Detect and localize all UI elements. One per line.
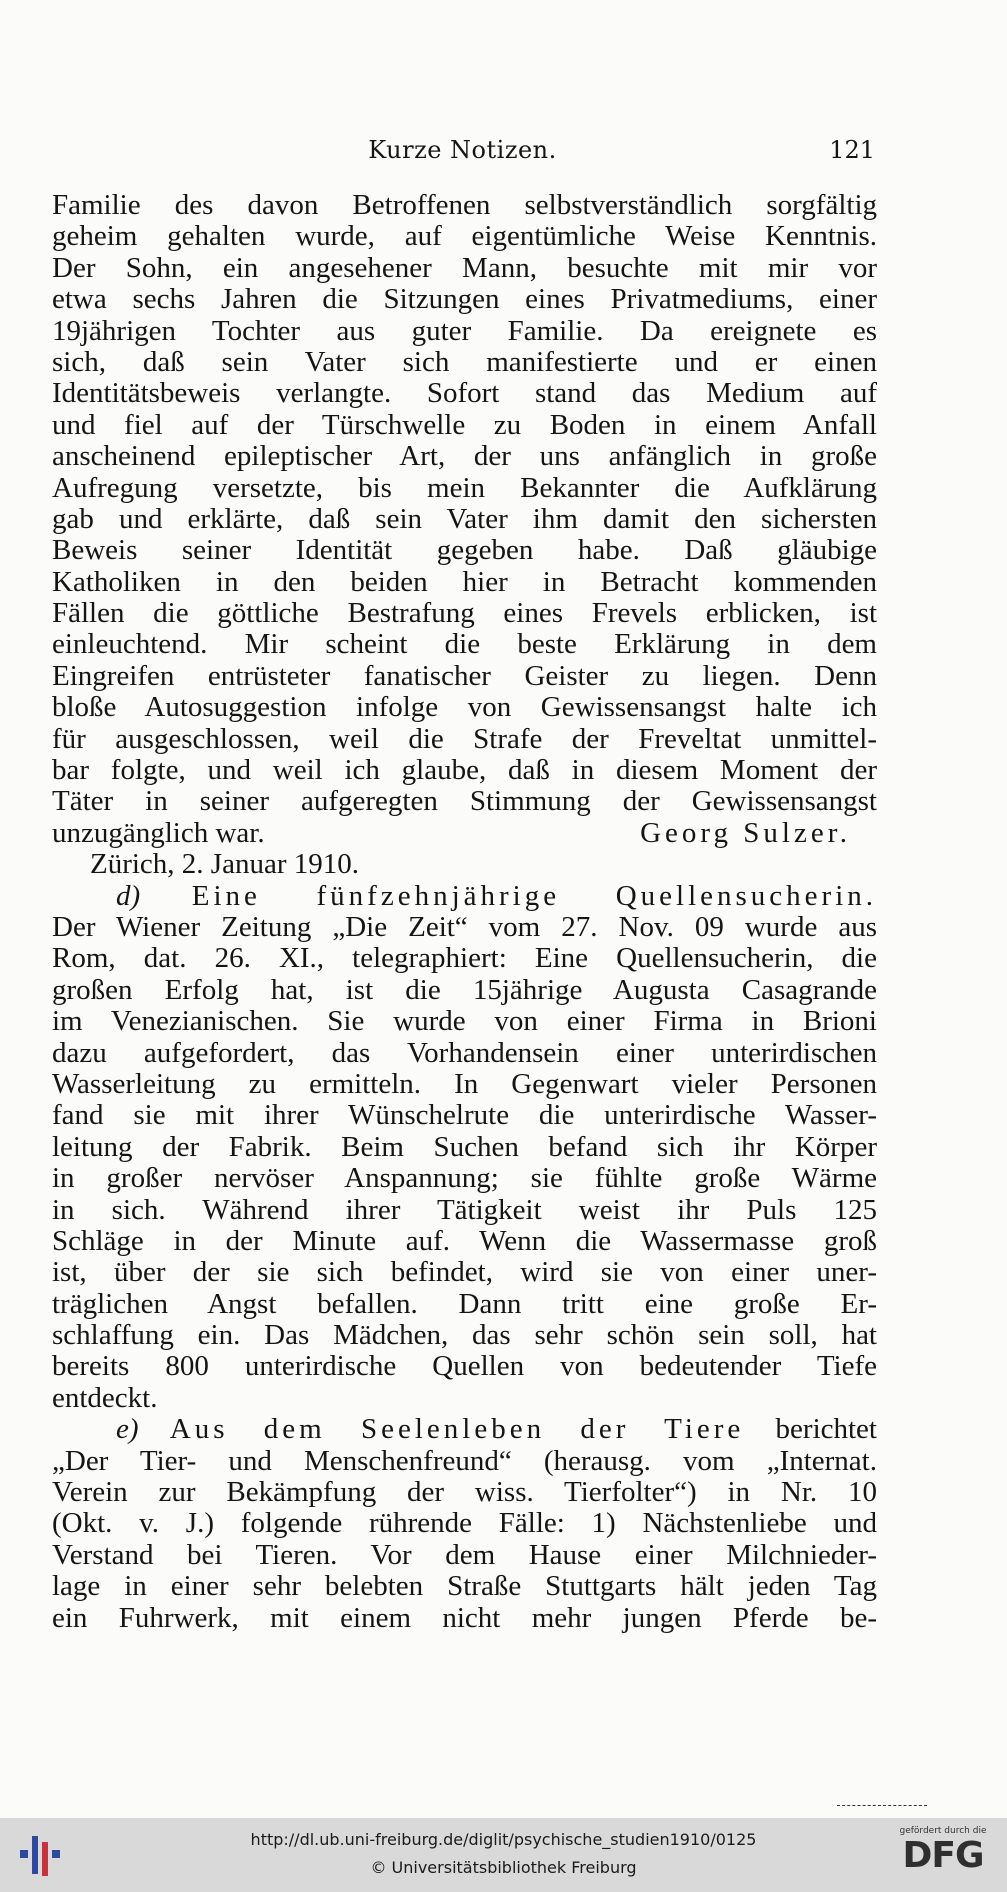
section-heading-line: [52, 881, 877, 912]
body-text: [52, 190, 877, 1634]
text-line: „Der Tier- und Menschenfreund“ (herausg. vom „Internat.: [52, 1444, 877, 1477]
text-line: Fällen die göttliche Bestrafung eines Frevels erblicken, ist: [52, 597, 877, 630]
dfg-logo: DFG: [902, 1835, 984, 1876]
funder-note: gefördert durch die: [899, 1826, 987, 1836]
text-line: lage in einer sehr belebten Straße Stuttgarts hält jeden Tag: [52, 1570, 877, 1603]
text-line: einleuchtend. Mir scheint die beste Erklärung in dem: [52, 628, 877, 661]
text-line: träglichen Angst befallen. Dann tritt eine große Er-: [52, 1287, 877, 1320]
text-line: in großer nervöser Anspannung; sie fühlte große Wärme: [52, 1162, 877, 1195]
text-line-rest: berichtet: [775, 1413, 877, 1446]
text-line: ein Fuhrwerk, mit einem nicht mehr jungen Pferde be-: [52, 1601, 877, 1634]
text-line: Verstand bei Tieren. Vor dem Hause einer Milchnieder-: [52, 1538, 877, 1571]
text-line: Eingreifen entrüsteter fanatischer Geister zu liegen. Denn: [52, 659, 877, 692]
footer-rule: [837, 1805, 927, 1806]
text-line: dazu aufgefordert, das Vorhandensein einer unterirdischen: [52, 1036, 877, 1069]
text-line: entdeckt.: [52, 1381, 158, 1414]
text-line: Täter in seiner aufgeregten Stimmung der Gewissensangst: [52, 785, 877, 818]
text-line: Der Wiener Zeitung „Die Zeit“ vom 27. Nov. 09 wurde aus: [52, 910, 877, 943]
author-signature: Georg Sulzer.: [640, 816, 851, 849]
text-line: schlaffung ein. Das Mädchen, das sehr schön sein soll, hat: [52, 1319, 877, 1352]
text-line: Rom, dat. 26. XI., telegraphiert: Eine Quellensucherin, die: [52, 942, 877, 975]
text-line: Katholiken in den beiden hier in Betracht kommenden: [52, 565, 877, 598]
running-head: Kurze Notizen.: [368, 136, 557, 164]
text-line: fand sie mit ihrer Wünschelrute die unterirdische Wasser-: [52, 1099, 877, 1132]
text-line: bar folgte, und weil ich glaube, daß in diesem Moment der: [52, 754, 877, 787]
section-heading-line: [52, 1414, 877, 1445]
text-line: für ausgeschlossen, weil die Strafe der Freveltat unmittel-: [52, 722, 877, 755]
text-line: in sich. Während ihrer Tätigkeit weist ihr Puls 125: [52, 1193, 877, 1226]
text-line: sich, daß sein Vater sich manifestierte und er einen: [52, 345, 877, 378]
signature-line: [52, 818, 877, 849]
page-header: [50, 136, 875, 170]
text-line: Wasserleitung zu ermitteln. In Gegenwart vieler Personen: [52, 1067, 877, 1100]
text-line: im Venezianischen. Sie wurde von einer Firma in Brioni: [52, 1005, 877, 1038]
text-line: geheim gehalten wurde, auf eigentümliche Weise Kenntnis.: [52, 220, 877, 253]
text-line: Der Sohn, ein angesehener Mann, besuchte mit mir vor: [52, 251, 877, 284]
text-line: Identitätsbeweis verlangte. Sofort stand das Medium auf: [52, 377, 877, 410]
text-line: Beweis seiner Identität gegeben habe. Daß gläubige: [52, 534, 877, 567]
text-line: Schläge in der Minute auf. Wenn die Wassermasse groß: [52, 1224, 877, 1257]
viewer-footer-bar: [0, 1818, 1007, 1892]
text-line: Aufregung versetzte, bis mein Bekannter die Aufklärung: [52, 471, 877, 504]
copyright-notice: © Universitätsbibliothek Freiburg: [370, 1858, 637, 1877]
section-mark: d): [116, 879, 141, 912]
funder-badge[interactable]: [893, 1826, 993, 1876]
text-line: Verein zur Bekämpfung der wiss. Tierfolter“) in Nr. 10: [52, 1476, 877, 1509]
text-line-end: unzugänglich war.: [52, 816, 265, 849]
text-line: leitung der Fabrik. Beim Suchen befand sich ihr Körper: [52, 1130, 877, 1163]
text-line: bloße Autosuggestion infolge von Gewissensangst halte ich: [52, 691, 877, 724]
dateline: Zürich, 2. Januar 1910.: [90, 848, 359, 881]
section-heading: Aus dem Seelenleben der Tiere: [169, 1413, 745, 1446]
section-mark: e): [116, 1413, 139, 1446]
text-line: Familie des davon Betroffenen selbstverständlich sorgfältig: [52, 189, 877, 221]
text-line: etwa sechs Jahren die Sitzungen eines Privatmediums, einer: [52, 283, 877, 316]
page-number: 121: [829, 136, 875, 164]
text-line: ist, über der sie sich befindet, wird sie von einer uner-: [52, 1256, 877, 1289]
source-url-link[interactable]: http://dl.ub.uni-freiburg.de/diglit/psychische_studien1910/0125: [250, 1830, 757, 1849]
text-line: bereits 800 unterirdische Quellen von bedeutender Tiefe: [52, 1350, 877, 1383]
section-heading: Eine fünfzehnjährige Quellensucherin.: [191, 879, 877, 912]
text-line: 19jährigen Tochter aus guter Familie. Da ereignete es: [52, 314, 877, 347]
text-line: anscheinend epileptischer Art, der uns anfänglich in große: [52, 440, 877, 473]
text-line: gab und erklärte, daß sein Vater ihm damit den sichersten: [52, 502, 877, 535]
text-line: großen Erfolg hat, ist die 15jährige Augusta Casagrande: [52, 973, 877, 1006]
text-line: und fiel auf der Türschwelle zu Boden in einem Anfall: [52, 408, 877, 441]
text-line: (Okt. v. J.) folgende rührende Fälle: 1) Nächstenliebe und: [52, 1507, 877, 1540]
